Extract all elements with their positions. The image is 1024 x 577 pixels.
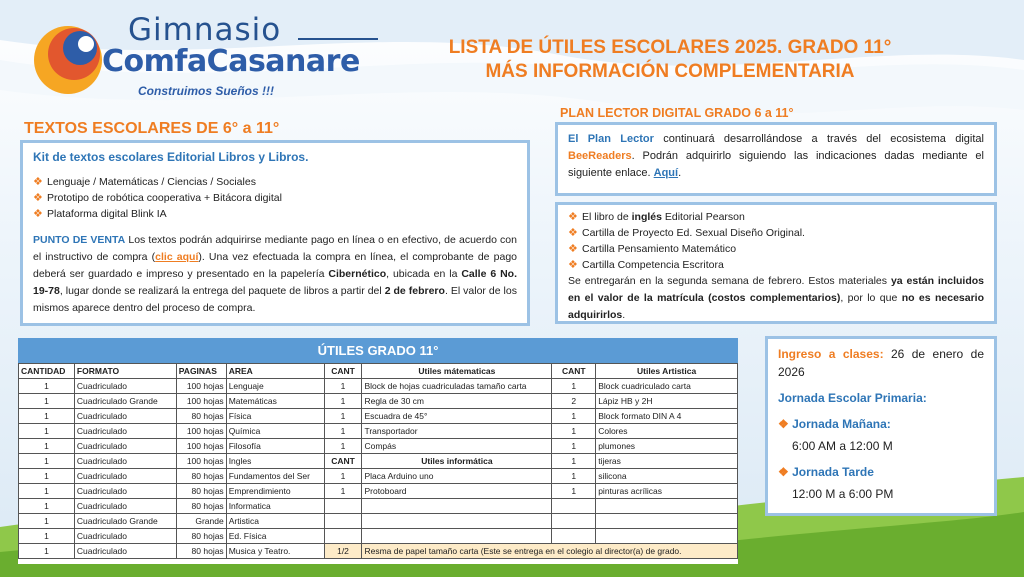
table-cell: 1 xyxy=(324,439,362,454)
table-cell: 1 xyxy=(552,379,596,394)
table-row xyxy=(19,454,738,469)
table-cell: Ingles xyxy=(226,454,324,469)
table-cell: Grande xyxy=(176,514,226,529)
table-row xyxy=(19,439,738,454)
beereaders-name: BeeReaders xyxy=(568,150,632,162)
ingreso-line xyxy=(778,345,984,381)
table-cell: 1 xyxy=(19,379,75,394)
textos-box xyxy=(20,140,530,326)
table-cell xyxy=(596,529,738,544)
clic-aqui-link[interactable]: clic aquí xyxy=(155,251,199,263)
list-item-text: Editorial Pearson xyxy=(661,211,745,223)
plan-text: continuará desarrollándose a través del ecosistema digital xyxy=(653,133,984,145)
table-cell: 100 hojas xyxy=(176,454,226,469)
note-bold: no es necesario adquirirlos xyxy=(568,292,985,321)
kit-items-list xyxy=(33,174,517,222)
note-text: , por lo que xyxy=(840,292,902,304)
table-cell xyxy=(552,499,596,514)
table-cell: Cuadriculado xyxy=(74,379,176,394)
list-item-text: Cartilla de Proyecto Ed. Sexual Diseño Original. xyxy=(582,227,805,239)
supplies-grid xyxy=(18,363,738,559)
included-books-box xyxy=(555,202,997,324)
table-cell: Matemáticas xyxy=(226,394,324,409)
table-cell: 1 xyxy=(552,469,596,484)
page-title xyxy=(400,36,940,84)
punto-text: Los textos podrán adquirirse mediante pago en línea o en efectivo, de acuerdo con el instructivo de compra ( xyxy=(33,234,517,263)
table-cell: Cuadriculado xyxy=(74,484,176,499)
table-cell: 80 hojas xyxy=(176,499,226,514)
plan-lector-label: El Plan Lector xyxy=(568,133,654,145)
table-cell: Cuadriculado xyxy=(74,469,176,484)
table-cell: 1 xyxy=(324,424,362,439)
table-cell: Utiles informática xyxy=(362,454,552,469)
bullet-icon: ❖ xyxy=(778,417,793,431)
table-cell: silicona xyxy=(596,469,738,484)
jornada-manana xyxy=(778,415,984,433)
table-cell: tijeras xyxy=(596,454,738,469)
list-item xyxy=(568,225,984,241)
table-cell xyxy=(362,529,552,544)
table-row xyxy=(19,514,738,529)
table-cell: 1 xyxy=(19,394,75,409)
table-cell: 100 hojas xyxy=(176,424,226,439)
punto-text: , lugar donde se realizará la entrega del paquete de libros a partir del xyxy=(59,285,385,297)
table-cell: Protoboard xyxy=(362,484,552,499)
table-cell: 1 xyxy=(19,514,75,529)
table-cell: Cuadriculado xyxy=(74,439,176,454)
table-header-cell: AREA xyxy=(226,364,324,379)
table-cell: pinturas acrílicas xyxy=(596,484,738,499)
list-item-text: Cartilla Competencia Escritora xyxy=(582,259,724,271)
table-header-cell: Utiles mátematicas xyxy=(362,364,552,379)
table-header-cell: FORMATO xyxy=(74,364,176,379)
list-item xyxy=(33,206,517,222)
logo-slogan: Construimos Sueños !!! xyxy=(138,84,275,98)
list-item xyxy=(568,241,984,257)
list-item-text: Cartilla Pensamiento Matemático xyxy=(582,243,737,255)
bullet-icon: ❖ xyxy=(568,243,578,255)
table-cell xyxy=(596,514,738,529)
table-cell: Cuadriculado xyxy=(74,409,176,424)
note-bold: ya están incluidos en el valor de la matrícula (costos complementarios) xyxy=(568,275,985,304)
punto-venta-label: PUNTO DE VENTA xyxy=(33,234,126,246)
table-cell: 1 xyxy=(552,484,596,499)
table-cell: Cuadriculado Grande xyxy=(74,514,176,529)
delivery-date: 2 de febrero xyxy=(384,285,445,297)
ingreso-label: Ingreso a clases: xyxy=(778,347,884,361)
table-cell: 1 xyxy=(19,529,75,544)
table-cell: Fundamentos del Ser xyxy=(226,469,324,484)
table-cell: Block de hojas cuadriculadas tamaño carta xyxy=(362,379,552,394)
table-cell: 2 xyxy=(552,394,596,409)
table-cell: 1 xyxy=(19,469,75,484)
bullet-icon: ❖ xyxy=(33,176,43,188)
jornada-tarde xyxy=(778,463,984,481)
table-row xyxy=(19,529,738,544)
title-line-2: MÁS INFORMACIÓN COMPLEMENTARIA xyxy=(485,61,855,82)
table-cell: 100 hojas xyxy=(176,394,226,409)
table-cell: 1/2 xyxy=(324,544,362,559)
table-row xyxy=(19,484,738,499)
plan-text: . xyxy=(678,167,682,179)
table-cell xyxy=(324,499,362,514)
table-cell: CANT xyxy=(324,454,362,469)
books-note xyxy=(568,273,984,324)
table-cell: 1 xyxy=(19,544,75,559)
table-cell: 1 xyxy=(19,499,75,514)
jornada-heading: Jornada Escolar Primaria: xyxy=(778,391,927,405)
textos-heading: TEXTOS ESCOLARES DE 6° a 11° xyxy=(24,120,280,137)
ingreso-box xyxy=(765,336,997,516)
school-logo xyxy=(30,8,360,118)
table-cell: Cuadriculado xyxy=(74,499,176,514)
table-row xyxy=(19,499,738,514)
table-cell: 80 hojas xyxy=(176,529,226,544)
table-cell: Block cuadriculado carta xyxy=(596,379,738,394)
jornada-tarde-time: 12:00 M a 6:00 PM xyxy=(792,487,894,501)
table-cell: Lápiz HB y 2H xyxy=(596,394,738,409)
table-cell xyxy=(324,514,362,529)
table-cell: Artistica xyxy=(226,514,324,529)
table-cell xyxy=(596,499,738,514)
table-cell: 1 xyxy=(19,484,75,499)
table-cell: Filosofía xyxy=(226,439,324,454)
table-cell: 80 hojas xyxy=(176,469,226,484)
note-text: Se entregarán en la segunda semana de febrero. Estos materiales xyxy=(568,275,891,287)
bullet-icon: ❖ xyxy=(33,192,43,204)
table-cell: Cuadriculado xyxy=(74,529,176,544)
table-cell: Química xyxy=(226,424,324,439)
list-item-text: Prototipo de robótica cooperativa + Bitácora digital xyxy=(47,192,282,204)
table-cell: 80 hojas xyxy=(176,409,226,424)
table-row xyxy=(19,409,738,424)
table-cell xyxy=(552,529,596,544)
table-cell: 1 xyxy=(324,409,362,424)
bullet-icon: ❖ xyxy=(568,259,578,271)
note-text: . xyxy=(622,309,626,321)
table-cell: Lenguaje xyxy=(226,379,324,394)
table-row xyxy=(19,394,738,409)
address: Calle 6 No. 19-78 xyxy=(33,268,517,297)
table-cell: Cuadriculado Grande xyxy=(74,394,176,409)
ingreso-date: 26 de enero de 2026 xyxy=(778,347,984,379)
table-cell: Block formato DIN A 4 xyxy=(596,409,738,424)
kit-title: Kit de textos escolares Editorial Libros y Libros. xyxy=(33,150,309,164)
table-cell: 80 hojas xyxy=(176,544,226,559)
logo-main-text: ComfaCasanare xyxy=(102,44,360,79)
table-header-cell: PAGINAS xyxy=(176,364,226,379)
table-cell: Colores xyxy=(596,424,738,439)
list-item-bold: inglés xyxy=(631,211,662,223)
table-header-cell: Utiles Artistica xyxy=(596,364,738,379)
table-cell: 80 hojas xyxy=(176,484,226,499)
table-row xyxy=(19,379,738,394)
title-line-1: LISTA DE ÚTILES ESCOLARES 2025. GRADO 11° xyxy=(448,37,892,58)
table-cell: Escuadra de 45° xyxy=(362,409,552,424)
list-item xyxy=(33,190,517,206)
logo-divider xyxy=(298,38,378,40)
table-cell: Transportador xyxy=(362,424,552,439)
table-cell: 100 hojas xyxy=(176,439,226,454)
list-item-text: Plataforma digital Blink IA xyxy=(47,208,167,220)
table-cell: 1 xyxy=(19,454,75,469)
table-row xyxy=(19,544,738,559)
table-cell: Musica y Teatro. xyxy=(226,544,324,559)
table-cell: Cuadriculado xyxy=(74,424,176,439)
table-title: ÚTILES GRADO 11° xyxy=(18,338,738,363)
table-cell xyxy=(324,529,362,544)
jornada-manana-label: Jornada Mañana: xyxy=(792,417,891,431)
plan-lector-box xyxy=(555,122,997,196)
punto-text: , ubicada en la xyxy=(386,268,462,280)
table-cell: Resma de papel tamaño carta (Este se entrega en el colegio al director(a) de grado. xyxy=(362,544,738,559)
punto-text: . El valor de los mismos aparece dentro del proceso de compra. xyxy=(33,285,517,314)
bullet-icon: ❖ xyxy=(568,227,578,239)
table-cell: plumones xyxy=(596,439,738,454)
aqui-link[interactable]: Aquí xyxy=(653,167,679,179)
papeleria-name: Cibernético xyxy=(328,268,387,280)
table-cell: Placa Arduino uno xyxy=(362,469,552,484)
table-cell: 1 xyxy=(324,469,362,484)
list-item-text: Lenguaje / Matemáticas / Ciencias / Sociales xyxy=(47,176,256,188)
list-item-text: El libro de xyxy=(582,211,632,223)
table-cell: Informatica xyxy=(226,499,324,514)
table-cell: 1 xyxy=(552,439,596,454)
table-header-cell: CANTIDAD xyxy=(19,364,75,379)
bullet-icon: ❖ xyxy=(778,465,793,479)
table-cell: 1 xyxy=(19,424,75,439)
table-cell: Regla de 30 cm xyxy=(362,394,552,409)
table-cell: Emprendimiento xyxy=(226,484,324,499)
table-header-cell: CANT xyxy=(324,364,362,379)
list-item xyxy=(568,209,984,225)
table-cell: Compás xyxy=(362,439,552,454)
punto-text: ). Una vez efectuada la compra en línea, el comprobante de pago deberá ser guardado e impreso y presentado en la papelería xyxy=(33,251,518,280)
table-row xyxy=(19,424,738,439)
plan-lector-heading: PLAN LECTOR DIGITAL GRADO 6 a 11° xyxy=(560,106,794,120)
table-cell xyxy=(362,514,552,529)
list-item xyxy=(568,257,984,273)
jornada-tarde-label: Jornada Tarde xyxy=(792,465,874,479)
bullet-icon: ❖ xyxy=(33,208,43,220)
table-cell: 1 xyxy=(324,394,362,409)
table-cell: Cuadriculado xyxy=(74,454,176,469)
table-cell: 1 xyxy=(19,439,75,454)
table-cell: Cuadriculado xyxy=(74,544,176,559)
punto-venta-paragraph xyxy=(33,232,517,317)
supplies-table xyxy=(18,338,738,564)
table-cell: 1 xyxy=(324,379,362,394)
logo-top-text: Gimnasio xyxy=(128,12,282,48)
table-cell: 1 xyxy=(552,424,596,439)
books-list xyxy=(568,209,984,273)
table-cell xyxy=(362,499,552,514)
plan-text: . Podrán adquirirlo siguiendo las indicaciones dadas mediante el siguiente enlace. xyxy=(568,150,984,179)
table-cell: Física xyxy=(226,409,324,424)
bullet-icon: ❖ xyxy=(568,211,578,223)
list-item xyxy=(33,174,517,190)
table-cell: 1 xyxy=(552,454,596,469)
table-cell xyxy=(552,514,596,529)
table-cell: 100 hojas xyxy=(176,379,226,394)
table-cell: 1 xyxy=(552,409,596,424)
table-cell: 1 xyxy=(19,409,75,424)
table-header-row xyxy=(19,364,738,379)
table-row xyxy=(19,469,738,484)
table-cell: Ed. Física xyxy=(226,529,324,544)
table-header-cell: CANT xyxy=(552,364,596,379)
jornada-manana-time: 6:00 AM a 12:00 M xyxy=(792,439,893,453)
table-cell: 1 xyxy=(324,484,362,499)
